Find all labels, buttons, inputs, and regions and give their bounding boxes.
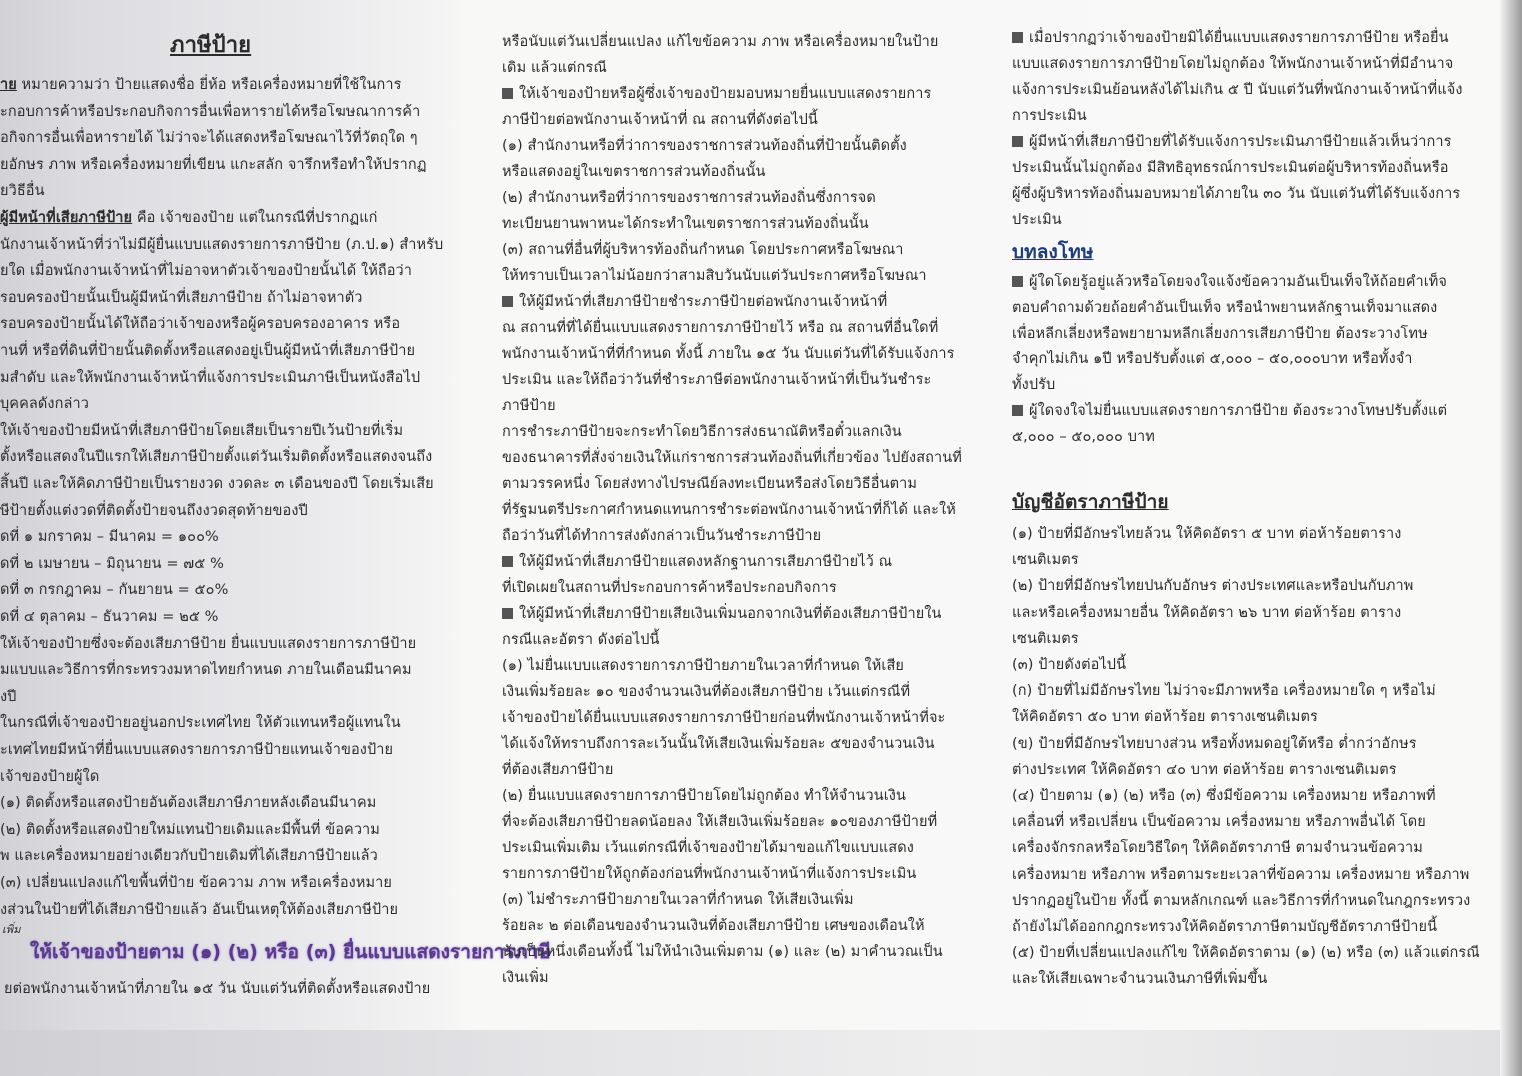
left-text-line [0,554,224,574]
left-text-line [0,368,420,388]
line-text: จำคุกไม่เกิน ๑ปี หรือปรับตั้งแต่ ๕,๐๐๐ – ๕๐,๐๐๐บาท หรือทั้งจำ [1012,351,1413,368]
line-text: ผู้มีหน้าที่เสียภาษีป้ายที่ได้รับแจ้งการประเมินภาษีป้ายแล้วเห็นว่าการ [1029,134,1452,150]
left-text-line [0,660,412,680]
line-text: (๑) สำนักงานหรือที่ว่าการของราชการส่วนท้องถิ่นที่ป้ายนั้นติดตั้ง [502,138,907,154]
line-text: ได้แจ้งให้ทราบถึงการละเว้นนั้นให้เสียเงินเพิ่มร้อยละ ๕ของจำนวนเงิน [502,736,935,752]
line-text: ให้ทราบเป็นเวลาไม่น้อยกว่าสามสิบวันนับแต่วันประกาศหรือโฆษณา [502,268,927,284]
line-text: ถ้ายังไม่ได้ออกกฎกระทรวงให้คิดอัตราภาษีตามบัญชีอัตราภาษีป้ายนี้ [1012,919,1438,935]
line-text: ประเมินนั้นไม่ถูกต้อง มีสิทธิอุทธรณ์การประเมินต่อผู้บริหารท้องถิ่นหรือ [1012,160,1449,176]
line-text: ะกอบการค้าหรือประกอบกิจการอื่นเพื่อหารายได้หรือโฆษณาการค้า [0,103,421,120]
left-text-line [0,261,412,281]
line-text: สิ้นปี และให้คิดภาษีป้ายเป็นรายงวด งวดละ ๓ เดือนของปี โดยเริ่มเสีย [0,476,434,492]
line-text: ทะเบียนยานพาหนะได้กระทำในเขตราชการส่วนท้องถิ่นนั้น [502,216,869,232]
line-text: ทั้งปรับ [1012,377,1056,394]
middle-text-line [502,786,906,806]
line-text: (๒) ยื่นแบบแสดงรายการภาษีป้ายโดยไม่ถูกต้อง ทำให้จำนวนเงิน [502,788,906,804]
line-text: บุคคลดังกล่าว [0,396,89,413]
middle-text-line [502,344,955,364]
line-text: เมื่อปรากฏว่าเจ้าของป้ายมิได้ยื่นแบบแสดงรายการภาษีป้าย หรือยื่น [1029,30,1449,46]
line-text: ยวิธีอื่น [0,183,45,200]
line-text: ณ สถานที่ที่ได้ยื่นแบบแสดงรายการภาษีป้ายไว้ หรือ ณ สถานที่อื่นใดที่ [502,320,939,336]
middle-text-line [502,890,854,910]
line-text: รายการภาษีป้ายให้ถูกต้องก่อนที่พนักงานเจ้าหน้าที่แจ้งการประเมิน [502,866,917,882]
left-text-line [0,607,219,627]
appeal-text-line [1012,54,1453,74]
middle-text-line [502,760,613,780]
left-text-line [0,128,418,148]
line-text: เครื่องจักรกลหรือโดยวิธีใดๆ ให้คิดอัตราภาษี ตามจำนวนข้อความ [1012,840,1423,857]
line-text: นับเป็นหนึ่งเดือนทั้งนี้ ไม่ให้นำเงินเพิ่มตาม (๑) และ (๒) มาคำนวณเป็น [502,944,943,960]
middle-text-line [502,188,876,208]
line-text: ๕,๐๐๐ – ๕๐,๐๐๐ บาท [1012,428,1155,445]
penalty-heading: บทลงโทษ [1012,241,1094,263]
left-text-line [0,713,401,733]
middle-text-line [502,266,927,286]
middle-text-line [502,136,907,156]
rate-text-line [1012,865,1469,885]
middle-text-line [502,604,942,624]
scan-shadow [0,1030,1522,1076]
line-text: นักงานเจ้าหน้าที่ว่าไม่มีผู้ยื่นแบบแสดงรายการภาษีป้าย (ภ.ป.๑) สำหรับ [0,236,444,253]
left-last-line: ยต่อพนักงานเจ้าหน้าที่ภายใน ๑๕ วัน นับแต่วันที่ติดตั้งหรือแสดงป้าย [4,981,431,997]
appeal-text-line [1012,106,1087,126]
square-bullet-icon [1012,32,1023,43]
left-text-line [0,474,434,494]
rate-text-line [1012,917,1437,937]
rate-text-line [1012,838,1423,858]
rate-text-line [1012,969,1267,989]
rate-text-line [1012,760,1397,780]
left-text-line [0,873,392,893]
middle-text-line [502,318,938,338]
line-text: อกิจการอื่นเพื่อหารายได้ ไม่ว่าจะได้แสดงหรือโฆษณาไว้ที่วัตถุใด ๆ [0,130,418,147]
left-text-line [0,208,378,228]
line-text: ให้เจ้าของป้ายซึ่งจะต้องเสียภาษีป้าย ยื่นแบบแสดงรายการภาษีป้าย [0,635,417,652]
left-text-line [0,820,380,840]
line-text: ของธนาคารที่สั่งจ่ายเงินให้แก่ราชการส่วนท้องถิ่นที่เกี่ยวข้อง ไปยังสถานที่ [502,450,962,466]
line-text: ให้ผู้มีหน้าที่เสียภาษีป้ายเสียเงินเพิ่มนอกจากเงินที่ต้องเสียภาษีป้ายใน [519,606,942,622]
page-title: ภาษีป้าย [170,33,252,58]
line-text: ที่ต้องเสียภาษีป้าย [502,762,614,778]
left-text-line [0,793,376,813]
left-text-line [0,421,403,441]
line-text: เพื่อหลีกเลี่ยงหรือพยายามหลีกเลี่ยงการเสียภาษีป้าย ต้องระวางโทษ [1012,325,1428,342]
line-text: มแบบและวิธีการที่กระทรวงมหาดไทยกำหนด ภายในเดือนมีนาคม [0,662,412,679]
middle-text-line [502,838,914,858]
rate-text-line [1012,891,1470,911]
rate-text-line [1012,943,1480,963]
left-text-line [0,288,363,308]
line-text: ดที่ ๑ มกราคม – มีนาคม = ๑๐๐% [0,529,219,546]
left-text-line [0,102,420,122]
line-text: ประเมิน และให้ถือว่าวันที่ชำระภาษีต่อพนักงานเจ้าหน้าที่เป็นวันชำระ [502,372,932,388]
line-text: ปรากฏอยู่ในป้าย ทั้งนี้ ตามหลักเกณฑ์ และวิธีการที่กำหนดในกฎกระทรวง [1012,892,1471,909]
line-text: พ และเครื่องหมายอย่างเดียวกับป้ายเดิมที่ได้เสียภาษีป้ายแล้ว [0,848,378,865]
penalty-text-line [1012,375,1055,395]
penalty-text-line [1012,324,1428,344]
line-text: (๑) ไม่ยื่นแบบแสดงรายการภาษีป้ายภายในเวลาที่กำหนด ให้เสีย [502,658,904,674]
rate-text-line [1012,603,1401,623]
line-text: งปี [0,688,17,705]
line-text: (๓) เปลี่ยนแปลงแก้ไขพื้นที่ป้าย ข้อความ ภาพ หรือเครื่องหมาย [0,875,392,891]
line-text: ตอบคำถามด้วยถ้อยคำอันเป็นเท็จ หรือนำพยานหลักฐานเท็จมาแสดง [1012,299,1438,316]
penalty-text-line [1012,272,1447,292]
line-text: เคลื่อนที่ หรือเปลี่ยน เป็นข้อความ เครื่องหมาย หรือภาพอื่นได้ โดย [1012,814,1426,831]
left-text-line [0,181,45,201]
line-text: ที่เปิดเผยในสถานที่ประกอบการค้าหรือประกอบกิจการ [502,580,837,596]
middle-text-line [502,864,916,884]
line-text: (๒) สำนักงานหรือที่ว่าการของราชการส่วนท้องถิ่นซึ่งการจด [502,190,876,206]
line-text: กรณีและอัตรา ดังต่อไปนี้ [502,632,660,648]
line-text: ร้อยละ ๒ ต่อเดือนของจำนวนเงินที่ต้องเสียภาษีป้าย เศษของเดือนให้ [502,918,925,934]
middle-text-line [502,214,869,234]
penalty-text-line [1012,298,1437,318]
left-text-line [0,900,398,920]
line-text: ดที่ ๒ เมษายน – มิถุนายน = ๗๕ % [0,555,224,572]
left-text-line [0,846,378,866]
line-text: ผู้ใดจงใจไม่ยื่นแบบแสดงรายการภาษีป้าย ต้องระวางโทษปรับตั้งแต่ [1029,403,1448,419]
line-text: (๒) ติดตั้งหรือแสดงป้ายใหม่แทนป้ายเดิมและมีพื้นที่ ข้อความ [0,821,380,838]
line-text: ผู้ใดโดยรู้อยู่แล้วหรือโดยจงใจแจ้งข้อความอันเป็นเท็จให้ถ้อยคำเท็จ [1029,274,1448,290]
middle-text-line [502,916,925,936]
middle-text-line [502,448,962,468]
left-text-line [0,155,427,175]
rate-text-line [1012,524,1401,544]
rate-text-line [1012,655,1126,675]
line-text: แจ้งการประเมินย้อนหลังได้ไม่เกิน ๕ ปี นับแต่วันที่พนักงานเจ้าหน้าที่แจ้ง [1012,82,1463,98]
square-bullet-icon [502,608,513,619]
line-text: ให้ผู้มีหน้าที่เสียภาษีป้ายชำระภาษีป้ายต่อพนักงานเจ้าหน้าที่ [519,294,888,310]
line-text: (๔) ป้ายตาม (๑) (๒) หรือ (๓) ซึ่งมีข้อความ เครื่องหมาย หรือภาพที่ [1012,788,1436,804]
column-middle [502,0,962,1030]
appeal-text-line [1012,184,1460,204]
line-text: (๑) ติดตั้งหรือแสดงป้ายอันต้องเสียภาษีภายหลังเดือนมีนาคม [0,795,377,812]
line-text: ที่จะต้องเสียภาษีป้ายลดน้อยลง ให้เสียเงินเพิ่มร้อยละ ๑๐ของภาษีป้ายที่ [502,814,938,830]
line-text: หมายความว่า ป้ายแสดงชื่อ ยี่ห้อ หรือเครื่องหมายที่ใช้ในการ [16,77,402,93]
line-text: ให้เจ้าของป้ายมีหน้าที่เสียภาษีป้ายโดยเสียเป็นรายปีเว้นป้ายที่เริ่ม [0,422,404,439]
line-text: รอบครองป้ายนั้นได้ให้ถือว่าเจ้าของหรือผู้ครอบครองอาคาร หรือ [0,316,401,333]
left-text-line [0,634,416,654]
middle-text-line [502,84,931,104]
middle-text-line [502,682,910,702]
left-text-line [0,75,402,95]
middle-text-line [502,578,837,598]
line-text: ภาษีป้ายต่อพนักงานเจ้าหน้าที่ ณ สถานที่ดังต่อไปนี้ [502,112,818,128]
line-text: เจ้าของป้ายได้ยื่นแบบแสดงรายการภาษีป้ายก่อนที่พนักงานเจ้าหน้าที่จะ [502,710,946,726]
line-text: (๑) ป้ายที่มีอักษรไทยล้วน ให้คิดอัตรา ๕ บาท ต่อห้าร้อยตาราง [1012,526,1402,542]
bold-term: ผู้มีหน้าที่เสียภาษีป้าย [0,210,133,226]
line-text: หรือแสดงอยู่ในเขตราชการส่วนท้องถิ่นนั้น [502,164,766,180]
page-edge [1500,0,1522,1076]
line-text: (๓) สถานที่อื่นที่ผู้บริหารท้องถิ่นกำหนด โดยประกาศหรือโฆษณา [502,242,904,258]
middle-text-line [502,422,902,442]
left-text-line [0,447,432,467]
middle-text-line [502,370,931,390]
line-text: ยใด เมื่อพนักงานเจ้าหน้าที่ไม่อาจหาตัวเจ้าของป้ายนั้นได้ ให้ถือว่า [0,263,413,280]
middle-text-line [502,656,904,676]
line-text: ถือว่าวันที่ได้ทำการส่งดังกล่าวเป็นวันชำระภาษีป้าย [502,528,822,544]
appeal-text-line [1012,132,1452,152]
line-text: เงินเพิ่ม [502,970,549,986]
middle-text-line [502,240,904,260]
penalty-text-line [1012,401,1447,421]
rate-text-line [1012,629,1079,649]
middle-text-line [502,812,937,832]
line-text: การประเมิน [1012,108,1087,124]
middle-text-line [502,552,892,572]
line-text: ต่างประเทศ ให้คิดอัตรา ๔๐ บาท ต่อห้าร้อย ตารางเซนติเมตร [1012,761,1397,778]
square-bullet-icon [502,88,513,99]
line-text: ให้ผู้มีหน้าที่เสียภาษีป้ายแสดงหลักฐานการเสียภาษีป้ายไว้ ณ [519,554,893,570]
appeal-text-line [1012,28,1449,48]
middle-text-line [502,526,821,546]
line-text: และให้เสียเฉพาะจำนวนเงินภาษีที่เพิ่มขึ้น [1012,971,1268,988]
line-text: ประเมินเพิ่มเติม เว้นแต่กรณีที่เจ้าของป้ายได้มาขอแก้ไขแบบแสดง [502,840,914,856]
line-text: และหรือเครื่องหมายอื่น ให้คิดอัตรา ๒๖ บาท ต่อห้าร้อย ตาราง [1012,604,1402,621]
rate-text-line [1012,812,1426,832]
square-bullet-icon [1012,405,1023,416]
middle-text-line [502,58,607,78]
line-text: ดที่ ๓ กรกฎาคม – กันยายน = ๕๐% [0,582,229,599]
line-text: ตั้งหรือแสดงในปีแรกให้เสียภาษีป้ายตั้งแต่วันเริ่มติดตั้งหรือแสดงจนถึง [0,449,433,466]
line-text: ดที่ ๔ ตุลาคม – ธันวาคม = ๒๕ % [0,609,219,625]
penalty-text-line [1012,427,1155,447]
line-text: านที่ หรือที่ดินที่ป้ายนั้นติดตั้งหรือแสดงอยู่เป็นผู้มีหน้าที่เสียภาษีป้าย [0,343,416,359]
square-bullet-icon [1012,136,1023,147]
rate-text-line [1012,576,1413,596]
middle-text-line [502,708,945,728]
middle-text-line [502,968,549,988]
line-text: ภาษีป้าย [502,398,556,414]
line-text: พนักงานเจ้าหน้าที่ที่กำหนด ทั้งนี้ ภายใน ๑๕ วัน นับแต่วันที่ได้รับแจ้งการ [502,346,955,362]
square-bullet-icon [1012,276,1023,287]
line-text: ให้คิดอัตรา ๕๐ บาท ต่อห้าร้อย ตารางเซนติเมตร [1012,709,1318,726]
line-text: (๒) ป้ายที่มีอักษรไทยปนกับอักษร ต่างประเทศและหรือปนกับภาพ [1012,578,1414,595]
appeal-text-line [1012,80,1463,100]
rate-table-heading: บัญชีอัตราภาษีป้าย [1012,491,1169,513]
line-text: ประเมิน [1012,212,1062,228]
line-text: ให้เจ้าของป้ายหรือผู้ซึ่งเจ้าของป้ายมอบหมายยื่นแบบแสดงรายการ [519,86,932,102]
middle-text-line [502,942,943,962]
line-text: คือ เจ้าของป้าย แต่ในกรณีที่ปรากฏแก่ [132,210,378,226]
small-note: เพิ่ม [2,923,21,936]
line-text: ะเทศไทยมีหน้าที่ยื่นแบบแสดงรายการภาษีป้ายแทนเจ้าของป้าย [0,742,394,758]
left-text-line [0,394,89,414]
line-text: (๓) ป้ายดังต่อไปนี้ [1012,657,1127,673]
highlighted-instruction: ให้เจ้าของป้ายตาม (๑) (๒) หรือ (๓) ยื่นแบบแสดงรายการภาษี [30,941,552,963]
bold-term: าย [0,77,17,93]
line-text: (ก) ป้ายที่ไม่มีอักษรไทย ไม่ว่าจะมีภาพหรือ เครื่องหมายใด ๆ หรือไม่ [1012,683,1436,700]
rate-text-line [1012,550,1079,570]
line-text: ษีป้ายตั้งแต่งวดที่ติดตั้งป้ายจนถึงงวดสุดท้ายของปี [0,502,308,519]
line-text: (๕) ป้ายที่เปลี่ยนแปลงแก้ไข ให้คิดอัตราตาม (๑) (๒) หรือ (๓) แล้วแต่กรณี [1012,945,1480,962]
middle-text-line [502,110,818,130]
appeal-text-line [1012,158,1449,178]
rate-text-line [1012,734,1417,754]
penalty-text-line [1012,349,1413,369]
line-text: เจ้าของป้ายผู้ใด [0,768,100,785]
middle-text-line [502,292,887,312]
line-text: เดิม แล้วแต่กรณี [502,60,607,76]
square-bullet-icon [502,556,513,567]
middle-text-line [502,162,765,182]
line-text: (๓) ไม่ชำระภาษีป้ายภายในเวลาที่กำหนด ให้เสียเงินเพิ่ม [502,892,854,908]
left-text-line [0,687,16,707]
left-text-line [0,527,219,547]
rate-text-line [1012,707,1318,727]
left-text-line [0,341,415,361]
middle-text-line [502,630,660,650]
line-text: รอบครองป้ายนั้นเป็นผู้มีหน้าที่เสียภาษีป้าย ถ้าไม่อาจหาตัว [0,289,363,306]
square-bullet-icon [502,296,513,307]
left-text-line [0,235,443,255]
line-text: เซนติเมตร [1012,630,1079,647]
line-text: แบบแสดงรายการภาษีป้ายโดยไม่ถูกต้อง ให้พนักงานเจ้าหน้าที่มีอำนาจ [1012,56,1454,72]
left-text-line [0,314,400,334]
line-text: การชำระภาษีป้ายจะกระทำโดยวิธีการส่งธนาณัติหรือตั๋วแลกเงิน [502,424,902,440]
line-text: เงินเพิ่มร้อยละ ๑๐ ของจำนวนเงินที่ต้องเสียภาษีป้าย เว้นแต่กรณีที่ [502,684,911,700]
rate-text-line [1012,681,1436,701]
line-text: ที่รัฐมนตรีประกาศกำหนดแทนการชำระต่อพนักงานเจ้าหน้าที่ก็ได้ และให้ [502,502,956,518]
middle-text-line [502,32,939,52]
left-text-line [0,580,228,600]
line-text: เซนติเมตร [1012,552,1079,569]
line-text: ยอักษร ภาพ หรือเครื่องหมายที่เขียน แกะสลัก จารึกหรือทำให้ปรากฏ [0,156,427,173]
left-text-line [0,740,393,760]
middle-text-line [502,396,556,416]
line-text: ตามวรรคหนึ่ง โดยส่งทางไปรษณีย์ลงทะเบียนหรือส่งโดยวิธีอื่นตาม [502,476,917,492]
line-text: หรือนับแต่วันเปลี่ยนแปลง แก้ไขข้อความ ภาพ หรือเครื่องหมายในป้าย [502,34,939,50]
line-text: เครื่องหมาย หรือภาพ หรือตามระยะเวลาที่ข้อความ เครื่องหมาย หรือภาพ [1012,866,1470,883]
line-text: (ข) ป้ายที่มีอักษรไทยบางส่วน หรือทั้งหมดอยู่ใต้หรือ ต่ำกว่าอักษร [1012,735,1417,752]
left-text-line [0,501,308,521]
middle-text-line [502,734,935,754]
middle-text-line [502,500,956,520]
rate-text-line [1012,786,1436,806]
column-right [1012,0,1480,1030]
middle-text-line [502,474,917,494]
line-text: ผู้ซึ่งผู้บริหารท้องถิ่นมอบหมายได้ภายใน ๓๐ วัน นับแต่วันที่ได้รับแจ้งการ [1012,186,1461,202]
line-text: งส่วนในป้ายที่ได้เสียภาษีป้ายแล้ว อันเป็นเหตุให้ต้องเสียภาษีป้าย [0,901,399,918]
line-text: ในกรณีที่เจ้าของป้ายอยู่นอกประเทศไทย ให้ตัวแทนหรือผู้แทนใน [0,715,401,732]
line-text: มสำดับ และให้พนักงานเจ้าหน้าที่แจ้งการประเมินภาษีเป็นหนังสือไป [0,369,421,386]
appeal-text-line [1012,210,1062,230]
left-text-line [0,767,99,787]
